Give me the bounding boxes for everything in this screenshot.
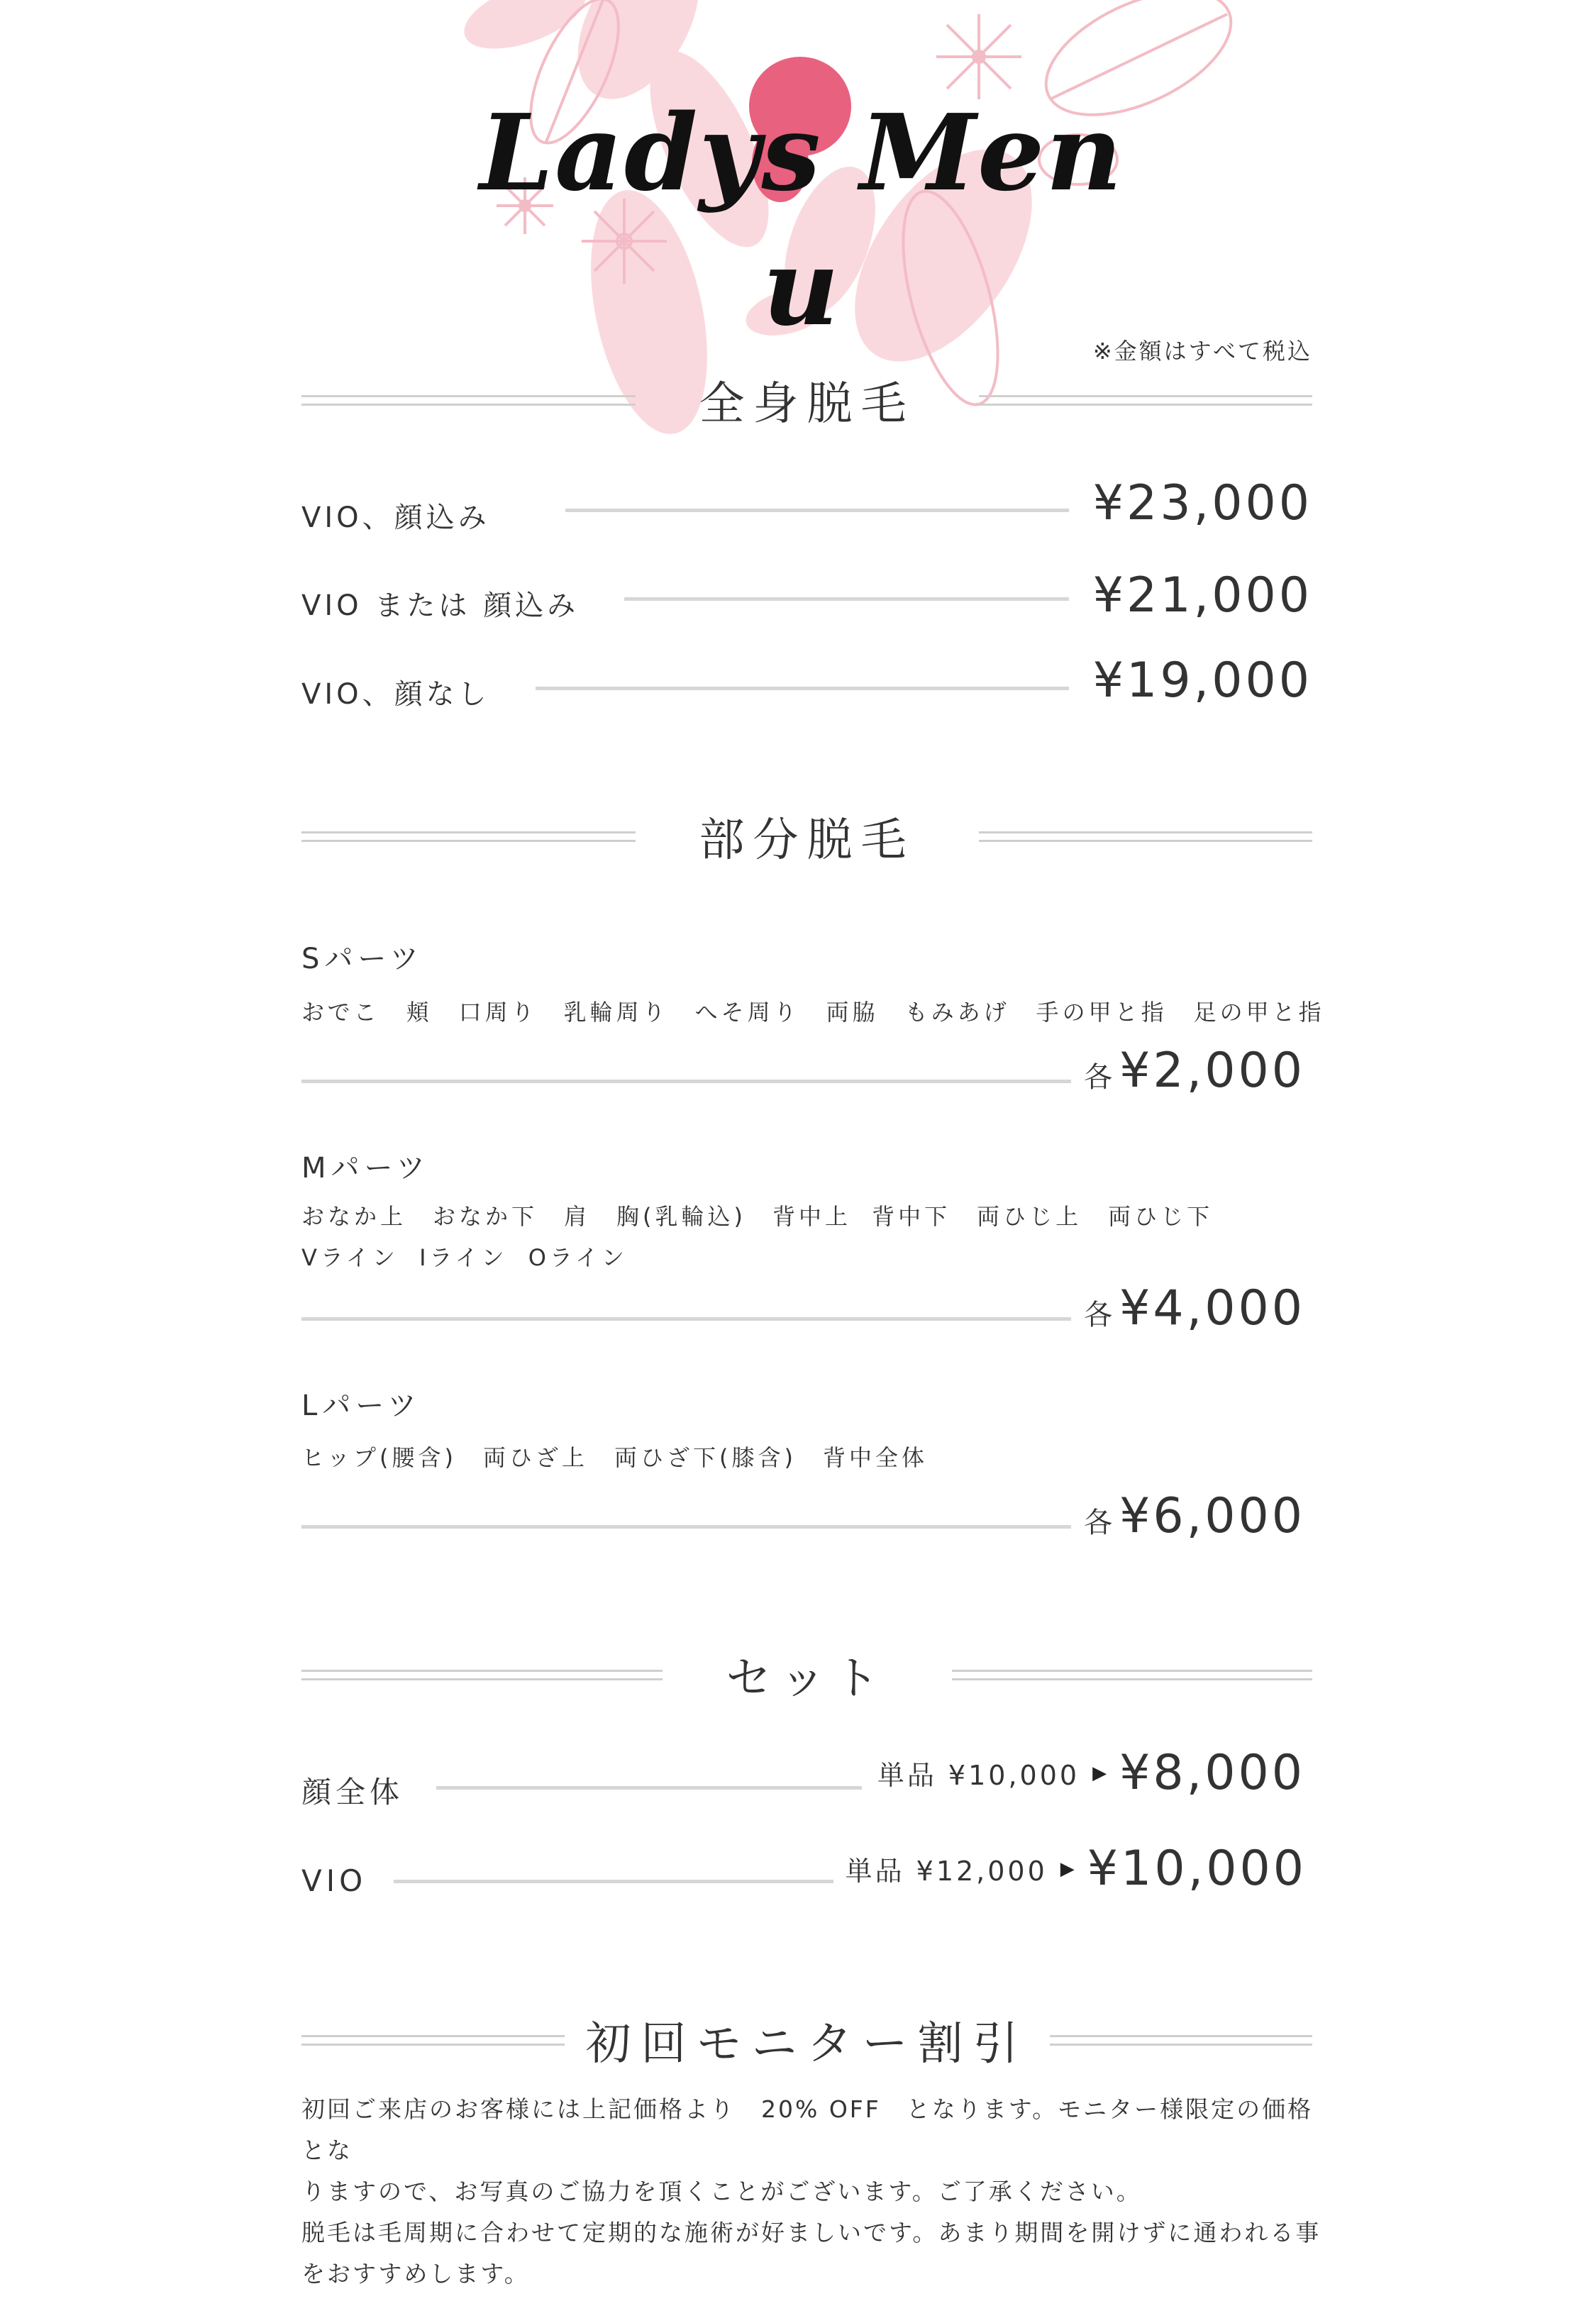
single-price: 単品 ¥12,000: [845, 1856, 1048, 1887]
leader-line: [436, 1786, 862, 1790]
tax-note: ※金額はすべて税込: [1092, 338, 1312, 365]
price-label: VIO、顔込み: [301, 501, 490, 534]
set-label: 顔全体: [301, 1775, 404, 1809]
set-prices: [877, 1745, 1305, 1801]
arrow-right-icon: ▶: [1092, 1762, 1107, 1784]
divider: [979, 831, 1313, 842]
price-value: ¥2,000: [1119, 1043, 1305, 1099]
leader-line: [536, 687, 1069, 690]
logo-line-2: u: [763, 226, 841, 349]
divider: [1050, 2035, 1313, 2046]
price-label: VIO または 顔込み: [301, 589, 580, 622]
divider: [952, 1670, 1313, 1680]
divider: [301, 1670, 663, 1680]
set-price: ¥8,000: [1119, 1745, 1305, 1801]
part-name: Mパーツ: [301, 1152, 430, 1185]
logo: [454, 85, 1149, 355]
paragraph-line: 脱毛は毛周期に合わせて定期的な施術が好ましいです。あまり期間を開けずに通われる事: [301, 2219, 1321, 2246]
price-label: VIO、顔なし: [301, 678, 490, 711]
part-description: ヒップ(腰含) 両ひざ上 両ひざ下(膝含) 背中全体: [301, 1444, 928, 1471]
price-row: [301, 653, 1312, 724]
set-price: ¥10,000: [1087, 1841, 1307, 1897]
price-prefix: 各: [1084, 1299, 1116, 1331]
section-title: 初回モニター割引: [585, 2018, 1029, 2071]
part-price: [1084, 1280, 1305, 1336]
section-heading-full-body: [301, 367, 1312, 433]
set-prices: [846, 1841, 1307, 1897]
paragraph-line: りますので、お写真のご協力を頂くことがございます。ご了承ください。: [301, 2178, 1142, 2205]
section-heading-set: [301, 1642, 1312, 1707]
paragraph-line: 初回ご来店のお客様には上記価格より 20% OFF となります。モニター様限定の価格とな: [301, 2095, 1314, 2164]
section-title: 全身脱毛: [699, 378, 915, 431]
set-label: VIO: [301, 1863, 367, 1898]
part-description: おでこ 頬 口周り 乳輪周り へそ周り 両脇 もみあげ 手の甲と指 足の甲と指: [301, 999, 1325, 1026]
price-value: ¥6,000: [1119, 1488, 1305, 1544]
part-name: Sパーツ: [301, 943, 423, 975]
leader-line: [301, 1317, 1071, 1321]
monitor-description: [301, 2089, 1323, 2295]
leader-line: [565, 509, 1069, 512]
price-prefix: 各: [1084, 1507, 1116, 1539]
divider: [301, 831, 636, 842]
price-row: [301, 475, 1312, 546]
part-description: おなか上 おなか下 肩 胸(乳輪込) 背中上 背中下 両ひじ上 両ひじ下: [301, 1203, 1214, 1230]
leader-line: [394, 1880, 833, 1883]
section-title: セット: [726, 1653, 888, 1705]
leader-line: [624, 597, 1069, 601]
divider: [301, 2035, 565, 2046]
section-heading-monitor: [301, 2007, 1312, 2073]
leader-line: [301, 1080, 1071, 1083]
price-prefix: 各: [1084, 1061, 1116, 1094]
paragraph-line: をおすすめします。: [301, 2260, 530, 2288]
petal: [455, 0, 595, 62]
section-heading-partial: [301, 804, 1312, 869]
set-row: [301, 1841, 1312, 1919]
part-price: [1084, 1043, 1305, 1099]
single-price: 単品 ¥10,000: [877, 1760, 1080, 1791]
part-name: Lパーツ: [301, 1390, 421, 1422]
set-row: [301, 1745, 1312, 1823]
divider: [301, 395, 636, 406]
part-description: Vライン Iライン Oライン: [301, 1244, 628, 1271]
price-value: ¥4,000: [1119, 1280, 1305, 1336]
divider: [979, 395, 1313, 406]
part-price: [1084, 1488, 1305, 1544]
section-title: 部分脱毛: [699, 814, 915, 867]
price-value: ¥21,000: [1092, 567, 1312, 623]
leader-line: [301, 1525, 1071, 1529]
arrow-right-icon: ▶: [1060, 1858, 1075, 1880]
logo-line-1: Ladys Men: [480, 91, 1124, 214]
price-row: [301, 567, 1312, 638]
price-value: ¥23,000: [1092, 475, 1312, 531]
price-value: ¥19,000: [1092, 653, 1312, 709]
